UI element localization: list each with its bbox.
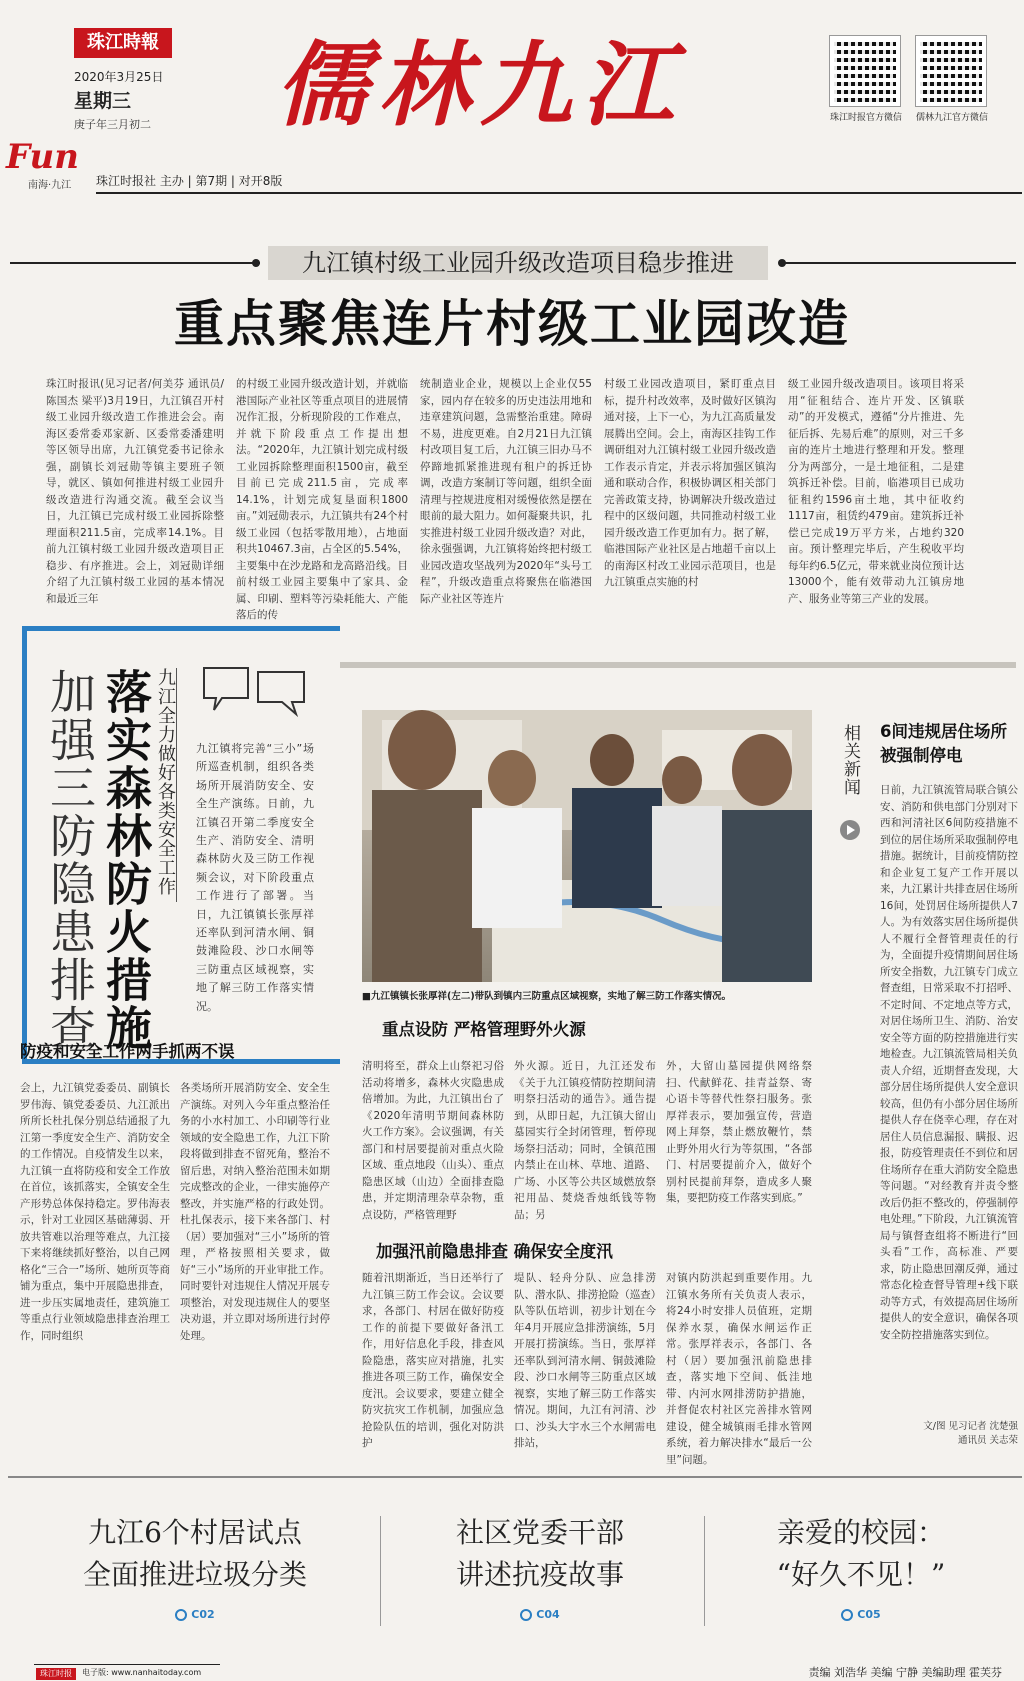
- footer-rule: [34, 1664, 220, 1665]
- related-news-label: 相关新闻: [840, 724, 860, 796]
- play-icon[interactable]: [840, 820, 860, 840]
- feature-divider: [176, 668, 177, 902]
- publisher-info: 珠江时报社 主办 | 第7期 | 对开8版: [96, 174, 283, 188]
- inspection-photo: [362, 710, 812, 982]
- footer-url[interactable]: 电子版: www.nanhaitoday.com: [82, 1668, 202, 1677]
- photo-illustration: [362, 710, 812, 982]
- issue-weekday: 星期三: [74, 90, 132, 112]
- feature-headline-light: 加强三防隐患排查: [43, 668, 97, 1052]
- footer-staff-credits: 责编 刘浩华 美编 宁静 美编助理 霍芙芬: [808, 1666, 1002, 1679]
- lead-column-1: 珠江时报讯(见习记者/何美芬 通讯员/陈国杰 梁平)3月19日，九江镇召开村级工业园升级改造工作推进会会。南海区委常委邓家新、区委常委潘建明等区领导出席，九江镇党委书记徐永强，副镇长刘冠勋等镇主要班子领导，就区、镇如何推进村级工业园升级改造进行沟通交流。截至会议当日，九江镇已完成村级工业园拆除整理面积211.5亩，完成率14.1%。目前九江镇村级工业园升级改造项目正稳步、有序推进。会上，刘冠勋详细介绍了九江镇村级工业园的基本情况和最近三年: [46, 378, 224, 605]
- sidebar-title: 6间违规居住场所被强制停电: [880, 722, 1007, 765]
- subhead-dot-left: [252, 259, 260, 267]
- lead-column-4: 村级工业园改造项目，紧盯重点目标，提升村改效率，及时做好区镇沟通对接，上下一心，为九江高质量发展腾出空间。会上，南海区挂钩工作调研组对九江镇村级工业园升级改造工作表示肯定，并表示将加强区镇沟通和联动合作，积极协调区相关部门完善政策支持，协调解决升级改造过程中的区级问题，共同推动村级工业园升级改造工作更加有力。据了解，临港国际产业社区是占地超千亩以上的南海区村改工业园示范项目，也是九江镇重点实施的村: [604, 378, 776, 588]
- teaser-separator-1: [380, 1516, 381, 1626]
- masthead-title: 儒林九江: [276, 31, 685, 139]
- feature-top-rule: [340, 662, 1016, 668]
- flood-column-3: 对镇内防洪起到重要作用。九江镇水务所有关负责人表示，将24小时安排人员值班，定期保养水泵，确保水闸运作正常。张厚祥表示，各部门、各村（居）要加强汛前隐患排查，落实地下空间、低洼地带、内河水网排涝防护措施，并督促农村社区完善排水管网建设，健全城镇雨毛排水管网系统，着力解决排水“最后一公里”问题。: [666, 1272, 812, 1466]
- teaser-garbage-sorting[interactable]: [40, 1512, 350, 1621]
- fire-column-2: 外火源。近日，九江还发布《关于九江镇疫情防控期间清明祭扫活动的通告》。通告提到，从即日起，九江镇大留山墓园实行全封闭管理，暂停现场祭扫活动；同时，全镇范围内禁止在山林、草地、道路、广场、小区等公共区域燃放祭祀用品、焚烧香烛纸钱等物品；另: [514, 1060, 656, 1221]
- lead-column-3: 统制造业企业，规模以上企业仅55家，园内存在较多的历史违法用地和违章建筑问题，急需整治重建。障碍不易，进度更难。自2月21日九江镇村改项目复工后，九江镇三旧办马不停蹄地抓紧推进现有租户的拆迁协调，改造方案制订等问题，组织全面清理与控规进度相对缓慢依然是摆在眼前的最大阻力。如何凝聚共识，扎实推进村级工业园升级改造？对此，徐永强强调，九江镇将始终把村级工业园改造攻坚战列为2020年“头号工程”，升级改造重点将聚焦在临港国际产业社区等连片: [420, 378, 592, 605]
- qr-code-icon: [830, 36, 900, 106]
- qr-code-zhujiang[interactable]: [830, 36, 902, 123]
- lead-subheadline: 九江镇村级工业园升级改造项目稳步推进: [268, 246, 768, 280]
- footer-logo: 珠江时报: [36, 1668, 76, 1680]
- lead-column-2: 的村级工业园升级改造计划，并就临港国际产业社区等重点项目的进展情况作汇报，分析现阶段的工作难点，并就下阶段重点工作提出想法。“2020年，九江镇计划完成村级工业园拆除整理面积1500亩，截至目前已完成211.5亩，完成率14.1%，计划完成复垦面积1800亩。”刘冠勋表示，九江镇共有24个村级工业园（包括零散用地），占地面积共10467.3亩，占全区的5.54%，主要集中在沙龙路和龙高路沿线。目前村级工业园主要集中了家具、金属、印刷、塑料等污染耗能大、产能落后的传: [236, 378, 408, 621]
- qr-caption-1: 珠江时报官方微信: [830, 113, 903, 123]
- fire-column-3: 外，大留山墓园提供网络祭扫、代献鲜花、挂青益祭、寄心语卡等替代性祭扫服务。张厚祥表示，要加强宣传，营造网上拜祭，禁止燃放鞭竹，禁止野外用火行为等氛围，“各部门、村居要提前介入，做好个别村民提前拜祭，造成多人聚集，要把防疫工作落实到底。”: [666, 1060, 812, 1204]
- teaser-line-2: 讲述抗疫故事: [455, 1558, 624, 1591]
- fire-column-1: 清明将至，群众上山祭祀习俗活动将增多，森林火灾隐患成倍增加。为此，九江镇出台了《2020年清明节期间森林防火工作方案》。会议强调，有关部门和村居要提前对重点火险区域、重点地段（山头）、重点隐患区域（山边）全面排查隐患，并定期清理杂草杂物，重点设防，严格管理野: [362, 1060, 504, 1221]
- page-ref-icon: [841, 1609, 853, 1621]
- brand-logo-icon: Fun: [6, 137, 79, 177]
- section-title-prevention: 防疫和安全工作两手抓两不误: [20, 1042, 235, 1061]
- sidebar-body: 日前，九江镇流管局联合镇公安、消防和供电部门分别对下西和河清社区6间防疫措施不到位的居住场所采取强制停电措施。据统计，目前疫情防控和企业复工复产工作开展以来，九江累计共排查居住场所16间，处罚居住场所提供人7人。为有效落实居住场所提供人不履行全督管理责任的行为，全面提升疫情期间居住场所安全指数，九江镇专门成立督查组，日常采取不打招呼、不定时间、不定地点等方式，对居住场所卫生、消防、治安安全等方面的防控措施进行实地检查。九江镇流管局相关负责人介绍，近期督查发现，大部分居住场所提供人安全意识较高，但仍有小部分居住场所提供人存在侥幸心理，存在对居住人员信息漏报、瞒报、迟报，防疫管理责任不到位和居住场所存在重大消防安全隐患等问题。“对经教育并责令整改后仍拒不整改的，停强制停电处理。”下阶段，九江镇流管局与镇督查组将不断进行“回头看”工作，高标准、严要求，防止隐患回潮反弹，通过常态化检查督导管理+线下联动等方式，有效提高居住场所提供人的安全意识，确保各项安全防控措施落实到位。: [880, 784, 1018, 1341]
- teaser-line-2: 全面推进垃圾分类: [82, 1558, 307, 1591]
- teaser-page-ref: C05: [857, 1608, 881, 1621]
- brand-badge: [6, 138, 96, 194]
- photo-caption: ■九江镇镇长张厚祥(左二)带队到镇内三防重点区域视察，实地了解三防工作落实情况。: [362, 991, 732, 1002]
- masthead-divider: [96, 192, 1022, 194]
- prevention-column-2: 各类场所开展消防安全、安全生产演练。对列入今年重点整治任务的小水村加工、小印刷等行业领域的安全隐患工作，九江下阶段将做到排查不留死角，整治不留后患，对纳入整治范围未如期完成整改的企业，一律实施停产整改，并实施严格的行政处罚。杜扎保表示，接下来各部门、村（居）要加强对“三小”场所的管理，严格按照相关要求，做好“三小”场所的开业审批工作。同时要针对违规住人情况开展专项整治，对发现违规住人的要坚决劝退，并立即对场所进行封停处理。: [180, 1082, 330, 1342]
- teaser-community-story[interactable]: [390, 1512, 690, 1621]
- teaser-line-1: 九江6个村居试点: [88, 1516, 302, 1549]
- speech-bubble-icon: [200, 664, 310, 724]
- subhead-rule-right: [784, 262, 1016, 264]
- teaser-divider: [8, 1476, 1022, 1478]
- prevention-column-1: 会上，九江镇党委委员、副镇长罗伟海、镇党委委员、九江派出所所长杜扎保分别总结通报了九江第一季度安全生产、消防安全的工作情况。自疫情发生以来，九江镇一直将防疫和安全工作放在首位，该抓落实，全镇安全生产形势总体保持稳定。罗伟海表示，针对工业园区基础薄弱、开放共管难以治理等难点，九江接下来将继续抓好整治，以自己网格化“三合一”场所、她所页等商铺为重点，集中开展隐患排查，进一步压实属地责任，建筑施工等重点行业领域隐患排查治理工作，同时组织: [20, 1082, 170, 1342]
- section-title-flood: 加强汛前隐患排查 确保安全度汛: [376, 1242, 613, 1261]
- page-ref-icon: [520, 1609, 532, 1621]
- newspaper-logo: 珠江時報: [74, 28, 172, 58]
- teaser-line-2: “好久不见！”: [776, 1558, 946, 1591]
- lead-column-5: 级工业园升级改造项目。该项目将采用“征租结合、连片开发、区镇联动”的开发模式，遵循“分片推进、先征后拆、先易后难”的原则，对三千多亩的连片土地进行整理和开发。整理分为两部分，一是土地征租，二是建筑拆迁补偿。目前，临港项目已成功征租约1596亩土地，其中征收约1117亩，租赁约479亩。建筑拆迁补偿已完成19万平方米，占地约320亩。预计整理完毕后，产生税收平均每年约6.5亿元，带来就业岗位预计达13000个，能有效带动九江镇房地产、服务业等第三产业的发展。: [788, 378, 964, 605]
- teaser-page-ref: C04: [536, 1608, 560, 1621]
- flood-column-2: 堤队、轻舟分队、应急排涝队、潜水队、排涝抢险（巡查）队等队伍培训，初步计划在今年4月开展应急排涝演练，5月开展打捞演练。当日，张厚祥还率队到河清水闸、铜鼓滩险段、沙口水闸等三防重点区域视察，实地了解三防工作落实情况。期间，九江有河清、沙口、沙头大宇水三个水闸需电排站，: [514, 1272, 656, 1449]
- feature-intro: 九江镇将完善“三小”场所巡查机制，组织各类场所开展消防安全、安全生产演练。日前，九江镇召开第二季度安全生产、消防安全、清明森林防火及三防工作视频会议，对下阶段重点工作进行了部署。当日，九江镇镇长张厚祥还率队到河清水闸、铜鼓滩险段、沙口水闸等三防重点区域视察，实地了解三防工作落实情况。: [196, 742, 314, 1013]
- qr-code-icon: [916, 36, 986, 106]
- teaser-page-ref: C02: [191, 1608, 215, 1621]
- issue-date: 2020年3月25日: [74, 70, 164, 84]
- feature-kicker: 九江全力做好各类安全工作: [155, 668, 176, 896]
- qr-caption-2: 儒林九江官方微信: [916, 113, 989, 123]
- teaser-line-1: 社区党委干部: [455, 1516, 624, 1549]
- brand-subtitle: 南海·九江: [28, 180, 72, 191]
- lunar-date: 庚子年三月初二: [74, 118, 151, 131]
- lead-headline: 重点聚焦连片村级工业园改造: [174, 294, 850, 353]
- teaser-school-return[interactable]: [716, 1512, 1006, 1621]
- qr-code-rulin[interactable]: [916, 36, 988, 123]
- flood-column-1: 随着汛期渐近，当日还举行了九江镇三防工作会议。会议要求，各部门、村居在做好防疫工作的前提下要做好备汛工作，用好信息化手段，排查风险隐患，落实应对措施，扎实推进各项三防工作，确保安全度汛。会议要求，要建立健全防灾抗灾工作机制，加强应急抢险队伍的培训，强化对防洪护: [362, 1272, 504, 1449]
- page-ref-icon: [175, 1609, 187, 1621]
- feature-headline-bold: 落实森林防火措施: [99, 668, 153, 1052]
- section-title-fire: 重点设防 严格管理野外火源: [382, 1020, 586, 1039]
- teaser-separator-2: [704, 1516, 705, 1626]
- subhead-rule-left: [10, 262, 260, 264]
- teaser-line-1: 亲爱的校园：: [776, 1516, 945, 1549]
- sidebar-credit: 文/图 见习记者 沈楚强 通讯员 关志荣: [923, 1421, 1018, 1446]
